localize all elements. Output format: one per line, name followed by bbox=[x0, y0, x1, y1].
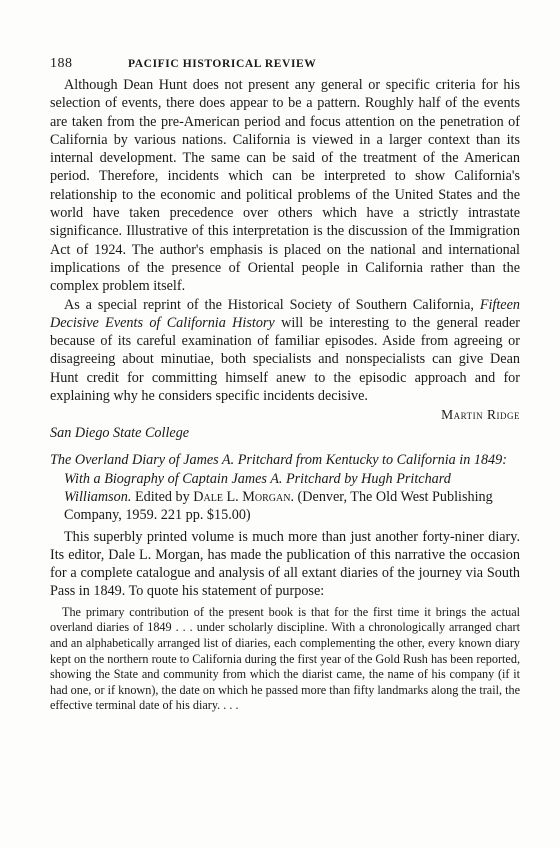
page-number: 188 bbox=[50, 56, 73, 71]
review2-paragraph-1: This superbly printed volume is much more than just another forty-niner diary. Its editor, Dale L. Morgan, has made the publication of this narrative the occasion for a complete catalogue and analysis of all extant diaries of the journey via South Pass in 1849. To quote his statement of purpose: bbox=[50, 528, 520, 600]
reviewer-affiliation: San Diego State College bbox=[50, 425, 190, 442]
block-quote: The primary contribution of the present book is that for the first time it brings the actual overland diaries of 1849 . . . under scholarly discipline. With a chronologically arranged chart and an alphabetically arranged list of diaries, each complementing the other, every known diary kept on the northern route to California during the first year of the Gold Rush has been reported, showing the State and community from which the diarist came, the name of his company (if it had one, or if known), the date on which he passed more than fifty landmarks along the trail, the effective terminal date of his diary. . . . bbox=[50, 604, 520, 713]
review1-paragraph-2 bbox=[50, 296, 520, 406]
reviewed-book-title: Fifteen Decisive Events of California History bbox=[50, 296, 520, 331]
journal-title: PACIFIC HISTORICAL REVIEW bbox=[128, 58, 317, 70]
running-head bbox=[50, 56, 520, 72]
book-citation bbox=[50, 451, 520, 524]
review1-paragraph-2-prefix: As a special reprint of the Historical Society of Southern California, bbox=[64, 296, 480, 313]
review1-paragraph-2-suffix: will be interesting to the general reader because of its careful examination of familiar episodes. Aside from agreeing or disagreeing about minutiae, both specialists and nonspecialists can give Dean Hunt credit for committing himself anew to the episodic approach and for explaining why he considers specific incidents decisive. bbox=[50, 314, 520, 405]
reviewer-name: Martin Ridge bbox=[441, 407, 520, 423]
citation-editor: Dale L. Morgan bbox=[193, 488, 291, 505]
citation-book-title: The Overland Diary of James A. Pritchard from Kentucky to California in 1849: With a Biography of Captain James A. Pritchard by Hugh Pritchard Williamson. bbox=[50, 452, 507, 505]
citation-publication: . (Denver, The Old West Publishing Company, 1959. 221 pp. $15.00) bbox=[64, 488, 493, 524]
citation-edited-by: Edited by bbox=[131, 488, 194, 505]
review1-paragraph-1: Although Dean Hunt does not present any general or specific criteria for his selection of events, there does appear to be a pattern. Roughly half of the events are taken from the pre-American period and focus attention on the penetration of California by various nations. California is viewed in a larger context than its internal development. The same can be said of the treatment of the American period. Therefore, incidents which can be interpreted to show California's relationship to the economic and political problems of the United States and the world have taken precedence over others which have a strictly intrastate significance. Illustrative of this interpretation is the discussion of the Immigration Act of 1924. The author's emphasis is placed on the national and international implications of the presence of Oriental people in California rather than the complex problem itself. bbox=[50, 77, 520, 295]
